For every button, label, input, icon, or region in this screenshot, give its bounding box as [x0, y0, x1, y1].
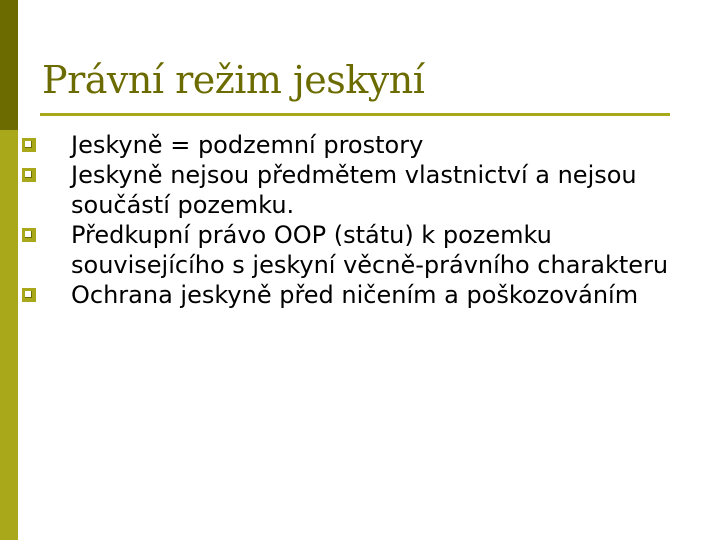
bullet-text: Jeskyně nejsou předmětem vlastnictví a nejsou součástí pozemku.	[71, 161, 637, 219]
square-bullet-icon	[22, 138, 36, 152]
side-bar-bottom	[0, 130, 18, 540]
side-bar-top	[0, 0, 18, 130]
list-item	[22, 220, 702, 280]
square-bullet-icon	[22, 228, 36, 242]
list-item	[22, 280, 702, 310]
square-bullet-icon	[22, 288, 36, 302]
bullet-text: Předkupní právo OOP (státu) k pozemku souvisejícího s jeskyní věcně-právního charakteru	[71, 221, 669, 279]
list-item	[22, 130, 702, 160]
bullet-list	[22, 130, 702, 310]
bullet-text: Jeskyně = podzemní prostory	[71, 131, 424, 159]
title-divider	[40, 113, 670, 116]
square-bullet-icon	[22, 168, 36, 182]
bullet-text: Ochrana jeskyně před ničením a poškozováním	[71, 281, 639, 309]
list-item	[22, 160, 702, 220]
slide-title: Právní režim jeskyní	[42, 58, 425, 102]
